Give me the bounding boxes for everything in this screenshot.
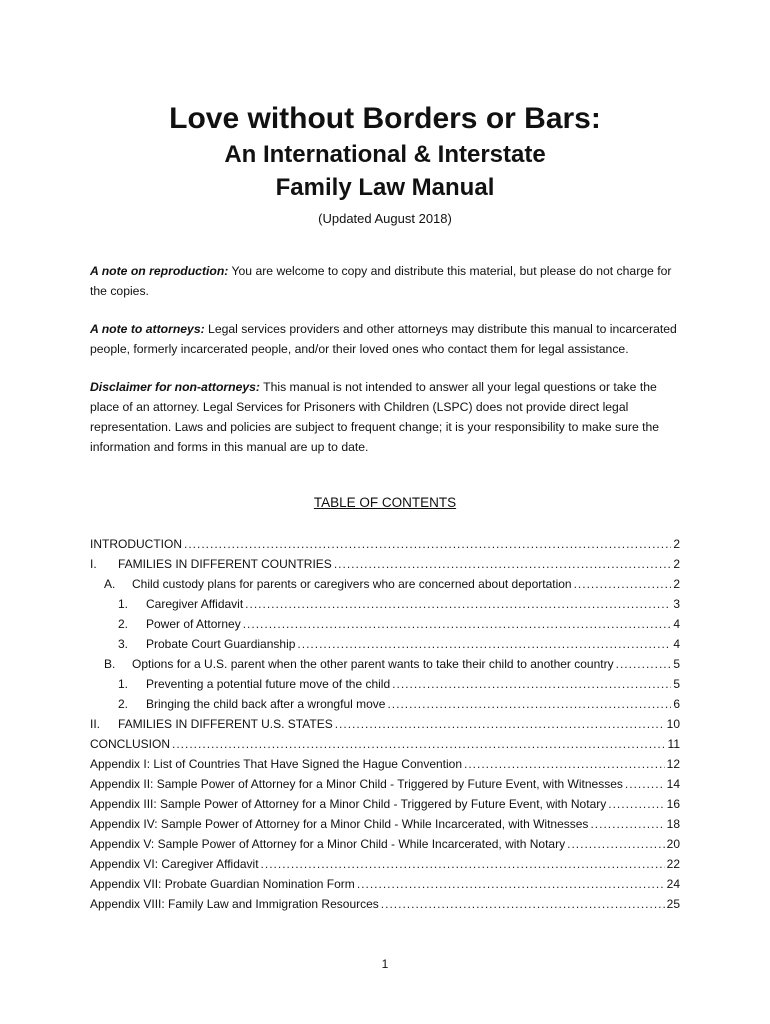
note-reproduction xyxy=(90,261,680,301)
toc-entry[interactable] xyxy=(90,874,680,894)
toc-leader-dots xyxy=(261,854,665,874)
toc-entry-number: I. xyxy=(90,557,97,571)
toc-leader-dots xyxy=(335,714,665,734)
note-label: Disclaimer for non-attorneys: xyxy=(90,380,260,394)
toc-entry-label: Appendix II: Sample Power of Attorney for a Minor Child - Triggered by Future Event, with Witnesses xyxy=(90,777,623,791)
toc-entry-label: Options for a U.S. parent when the other parent wants to take their child to another country xyxy=(132,657,614,671)
toc-entry-number: 1. xyxy=(118,597,129,611)
document-title: Love without Borders or Bars: xyxy=(169,102,601,135)
toc-entry-page: 5 xyxy=(673,677,680,691)
toc-entry-label: Caregiver Affidavit xyxy=(146,597,244,611)
updated-date: (Updated August 2018) xyxy=(318,211,452,226)
toc-entry-page: 12 xyxy=(666,757,680,771)
toc-entry-number: 3. xyxy=(118,637,129,651)
toc-entry-label: Appendix I: List of Countries That Have Signed the Hague Convention xyxy=(90,757,463,771)
toc-leader-dots xyxy=(567,834,665,854)
notes-section xyxy=(90,261,680,475)
toc-entry[interactable] xyxy=(90,854,680,874)
toc-entry-label: Appendix IV: Sample Power of Attorney for a Minor Child - While Incarcerated, with Witnesses xyxy=(90,817,589,831)
note-text: You are welcome to copy and distribute this material, but please do not charge for the copies. xyxy=(90,264,672,298)
toc-entry[interactable] xyxy=(90,794,680,814)
toc-leader-dots xyxy=(464,754,665,774)
toc-entry-label: Bringing the child back after a wrongful move xyxy=(146,697,386,711)
toc-entry[interactable] xyxy=(90,634,680,654)
toc-entry[interactable] xyxy=(90,594,680,614)
toc-leader-dots xyxy=(243,614,672,634)
toc-entry[interactable] xyxy=(90,734,680,754)
table-of-contents xyxy=(90,534,680,914)
toc-entry-number: 2. xyxy=(118,697,129,711)
toc-entry[interactable] xyxy=(90,614,680,634)
toc-entry-page: 5 xyxy=(673,657,680,671)
toc-entry[interactable] xyxy=(90,894,680,914)
toc-entry[interactable] xyxy=(90,534,680,554)
toc-leader-dots xyxy=(574,574,672,594)
toc-leader-dots xyxy=(387,694,671,714)
toc-entry-page: 2 xyxy=(673,537,680,551)
toc-entry[interactable] xyxy=(90,714,680,734)
toc-entry[interactable] xyxy=(90,774,680,794)
toc-entry-page: 18 xyxy=(666,817,680,831)
toc-entry-page: 2 xyxy=(673,577,680,591)
note-attorneys xyxy=(90,319,680,359)
toc-entry-page: 11 xyxy=(667,737,680,751)
toc-leader-dots xyxy=(172,734,666,754)
toc-leader-dots xyxy=(297,634,671,654)
toc-leader-dots xyxy=(608,794,664,814)
toc-entry[interactable] xyxy=(90,554,680,574)
toc-entry-label: INTRODUCTION xyxy=(90,537,182,551)
note-text: This manual is not intended to answer all your legal questions or take the place of an attorney. Legal Services for Prisoners with Children (LSPC) does not provide direct legal representation. Laws and policies are subject to frequent change; it is your responsibility to make sure the information and forms in this manual are up to date. xyxy=(90,380,660,454)
toc-entry-page: 3 xyxy=(673,597,680,611)
note-label: A note on reproduction: xyxy=(90,264,229,278)
toc-entry-page: 24 xyxy=(666,877,680,891)
toc-leader-dots xyxy=(392,674,671,694)
toc-entry[interactable] xyxy=(90,754,680,774)
note-label: A note to attorneys: xyxy=(90,322,205,336)
note-text: Legal services providers and other attorneys may distribute this manual to incarcerated people, formerly incarcerated people, and/or their loved ones who contact them for legal assistance. xyxy=(90,322,677,356)
toc-leader-dots xyxy=(590,814,664,834)
toc-entry-page: 14 xyxy=(666,777,680,791)
toc-entry-label: FAMILIES IN DIFFERENT U.S. STATES xyxy=(118,717,333,731)
toc-entry-number: 1. xyxy=(118,677,129,691)
toc-entry[interactable] xyxy=(90,814,680,834)
toc-entry-number: B. xyxy=(104,657,116,671)
toc-entry-page: 4 xyxy=(673,637,680,651)
page-number: 1 xyxy=(381,957,389,971)
toc-entry[interactable] xyxy=(90,574,680,594)
toc-entry-label: Probate Court Guardianship xyxy=(146,637,296,651)
toc-entry-label: Child custody plans for parents or caregivers who are concerned about deportation xyxy=(132,577,572,591)
toc-leader-dots xyxy=(184,534,671,554)
toc-entry[interactable] xyxy=(90,694,680,714)
toc-entry-label: Preventing a potential future move of the child xyxy=(146,677,391,691)
toc-leader-dots xyxy=(625,774,665,794)
note-disclaimer xyxy=(90,377,680,457)
document-subtitle-line1: An International & Interstate xyxy=(224,141,546,168)
toc-entry-label: Power of Attorney xyxy=(146,617,241,631)
toc-entry-page: 16 xyxy=(666,797,680,811)
toc-leader-dots xyxy=(334,554,672,574)
toc-entry-page: 2 xyxy=(673,557,680,571)
toc-entry-label: Appendix VI: Caregiver Affidavit xyxy=(90,857,259,871)
toc-entry[interactable] xyxy=(90,674,680,694)
toc-leader-dots xyxy=(381,894,665,914)
toc-entry-number: 2. xyxy=(118,617,129,631)
toc-heading: TABLE OF CONTENTS xyxy=(313,495,457,510)
toc-entry-page: 6 xyxy=(673,697,680,711)
toc-leader-dots xyxy=(616,654,672,674)
toc-entry-page: 4 xyxy=(673,617,680,631)
title-block xyxy=(0,100,770,228)
toc-entry-label: Appendix V: Sample Power of Attorney for a Minor Child - While Incarcerated, with Notary xyxy=(90,837,566,851)
toc-entry-number: II. xyxy=(90,717,101,731)
toc-entry-page: 20 xyxy=(666,837,680,851)
toc-entry-page: 22 xyxy=(666,857,680,871)
toc-entry[interactable] xyxy=(90,654,680,674)
toc-entry-page: 10 xyxy=(666,717,680,731)
toc-leader-dots xyxy=(357,874,665,894)
toc-entry-label: FAMILIES IN DIFFERENT COUNTRIES xyxy=(118,557,332,571)
toc-entry-label: Appendix VII: Probate Guardian Nomination Form xyxy=(90,877,355,891)
toc-entry-page: 25 xyxy=(666,897,680,911)
toc-leader-dots xyxy=(245,594,671,614)
document-subtitle-line2: Family Law Manual xyxy=(275,174,495,201)
toc-entry-label: Appendix VIII: Family Law and Immigration Resources xyxy=(90,897,379,911)
toc-entry-number: A. xyxy=(104,577,116,591)
toc-entry-label: Appendix III: Sample Power of Attorney for a Minor Child - Triggered by Future Event, with Notary xyxy=(90,797,607,811)
toc-entry[interactable] xyxy=(90,834,680,854)
toc-entry-label: CONCLUSION xyxy=(90,737,171,751)
